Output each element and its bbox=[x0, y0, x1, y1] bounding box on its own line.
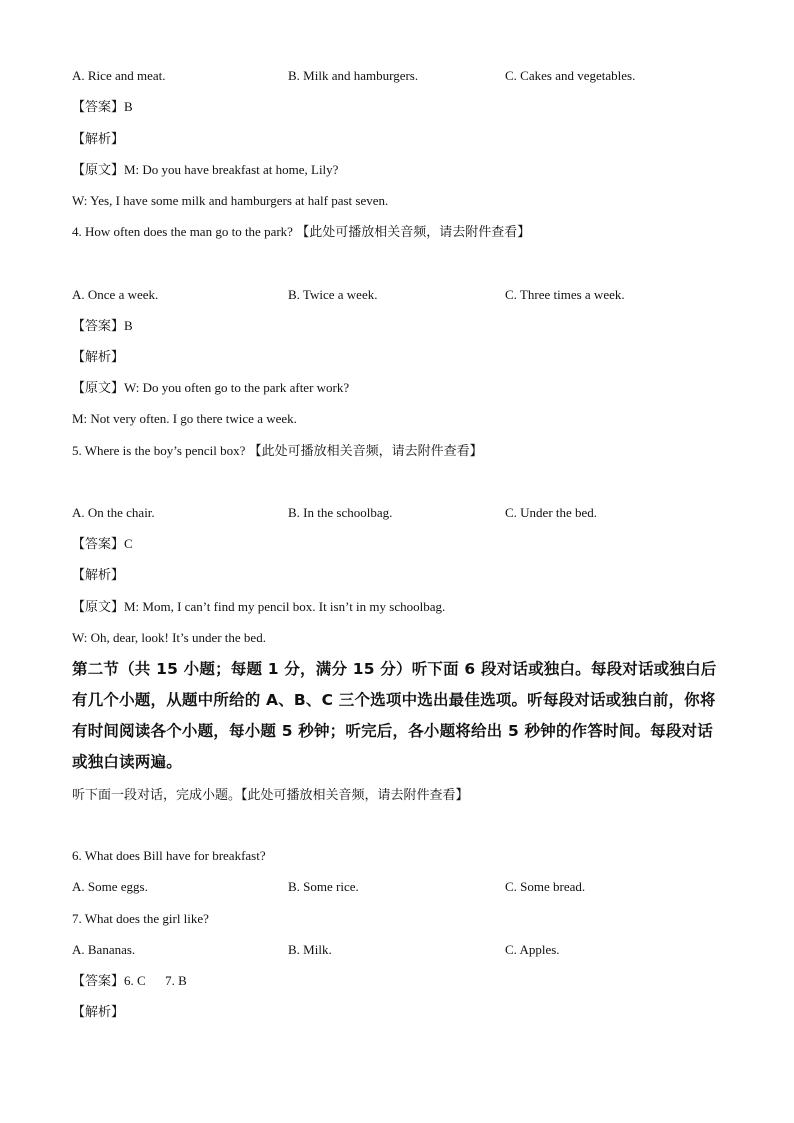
section-2-heading: 第二节（共 15 小题；每题 1 分，满分 15 分）听下面 6 段对话或独白。每段对话或独白后有几个小题，从题中所给的 A、B、C 三个选项中选出最佳选项。听每段对话或独白前，你将有时间阅读各个小题，每小题 5 秒钟；听完后，各小题将给出 5 秒钟的作答时间。每段对话或独白读两遍。 bbox=[72, 660, 717, 771]
q7-option-c: C. Apples. bbox=[505, 942, 560, 957]
q5-transcript-2: W: Oh, dear, look! It’s under the bed. bbox=[72, 630, 266, 645]
q4-option-b: B. Twice a week. bbox=[288, 287, 378, 302]
q3-analysis: 【解析】 bbox=[72, 131, 125, 146]
q3-option-b: B. Milk and hamburgers. bbox=[288, 68, 419, 83]
q6-option-a: A. Some eggs. bbox=[72, 879, 148, 894]
q4-question: 4. How often does the man go to the park? 【此处可播放相关音频，请去附件查看】 bbox=[72, 224, 531, 239]
q4-option-c: C. Three times a week. bbox=[505, 287, 625, 302]
q4-transcript-1: 【原文】W: Do you often go to the park after work? bbox=[72, 380, 350, 395]
q3-answer: 【答案】B bbox=[72, 99, 133, 114]
q4-answer: 【答案】B bbox=[72, 318, 133, 333]
q6-7-analysis: 【解析】 bbox=[72, 1004, 125, 1019]
q5-analysis: 【解析】 bbox=[72, 567, 125, 582]
q6-option-b: B. Some rice. bbox=[288, 879, 359, 894]
q5-transcript-1: 【原文】M: Mom, I can’t find my pencil box. It isn’t in my schoolbag. bbox=[72, 599, 446, 614]
q5-question: 5. Where is the boy’s pencil box? 【此处可播放相关音频，请去附件查看】 bbox=[72, 443, 483, 458]
q6-option-c: C. Some bread. bbox=[505, 879, 586, 894]
q3-transcript-1: 【原文】M: Do you have breakfast at home, Lily? bbox=[72, 162, 339, 177]
q7-option-a: A. Bananas. bbox=[72, 942, 136, 957]
q7-option-b: B. Milk. bbox=[288, 942, 332, 957]
q4-option-a: A. Once a week. bbox=[72, 287, 159, 302]
q5-answer: 【答案】C bbox=[72, 536, 133, 551]
q6-question: 6. What does Bill have for breakfast? bbox=[72, 848, 266, 863]
q4-transcript-2: M: Not very often. I go there twice a week. bbox=[72, 411, 297, 426]
q5-option-a: A. On the chair. bbox=[72, 505, 155, 520]
q3-transcript-2: W: Yes, I have some milk and hamburgers at half past seven. bbox=[72, 193, 389, 208]
q6-7-answer: 【答案】6. C 7. B bbox=[72, 973, 187, 988]
q4-analysis: 【解析】 bbox=[72, 349, 125, 364]
q3-option-c: C. Cakes and vegetables. bbox=[505, 68, 636, 83]
q5-option-b: B. In the schoolbag. bbox=[288, 505, 393, 520]
q5-option-c: C. Under the bed. bbox=[505, 505, 598, 520]
section-2-instruction: 听下面一段对话，完成小题。【此处可播放相关音频，请去附件查看】 bbox=[72, 787, 469, 802]
q3-option-a: A. Rice and meat. bbox=[72, 68, 166, 83]
q7-question: 7. What does the girl like? bbox=[72, 911, 209, 926]
